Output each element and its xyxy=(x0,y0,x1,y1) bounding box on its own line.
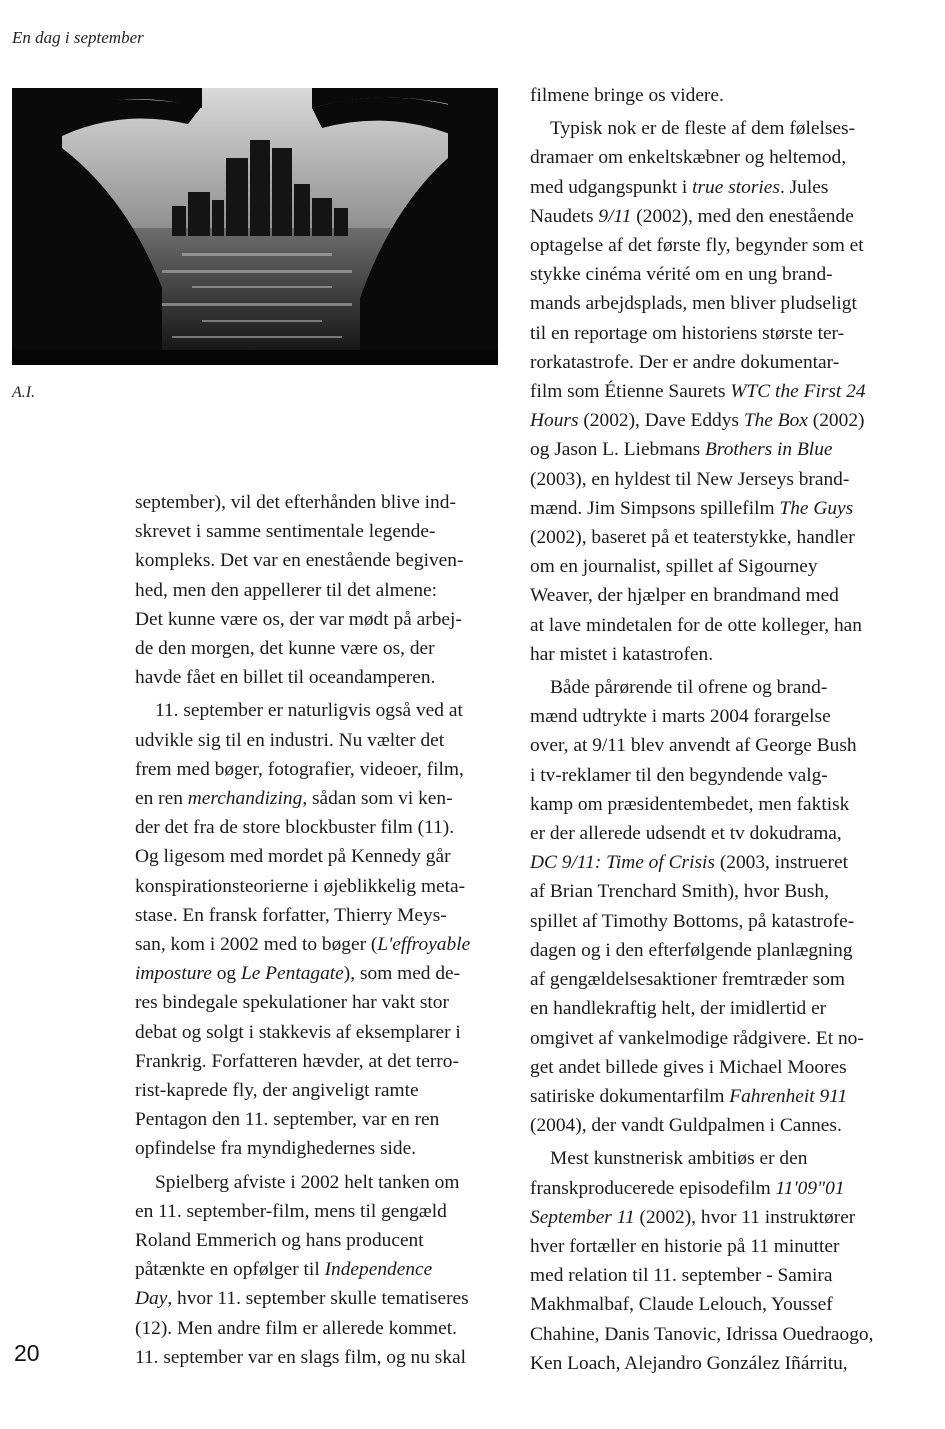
text-line: spillet af Timothy Bottoms, på katastrofe- xyxy=(530,910,855,932)
text-line: Og ligesom med mordet på Kennedy går xyxy=(135,846,451,868)
text-line: udvikle sig til en industri. Nu vælter det xyxy=(135,729,445,751)
text-line: skrevet i samme sentimentale legende- xyxy=(135,521,436,543)
text-line: Frankrig. Forfatteren hævder, at det terro- xyxy=(135,1050,459,1072)
figure-caption: A.I. xyxy=(12,384,36,401)
text-line: DC 9/11: Time of Crisis (2003, instrueret xyxy=(530,852,848,874)
text-line: en handlekraftig helt, der imidlertid er xyxy=(530,998,827,1020)
right-column xyxy=(530,81,900,1378)
text-line: mænd. Jim Simpsons spillefilm The Guys xyxy=(530,497,854,519)
text-line: over, at 9/11 blev anvendt af George Bush xyxy=(530,735,857,757)
text-line: Pentagon den 11. september, var en ren xyxy=(135,1109,440,1131)
text-line: om en journalist, spillet af Sigourney xyxy=(530,556,818,578)
text-line: har mistet i katastrofen. xyxy=(530,643,714,665)
text-line: omgivet af vankelmodige rådgivere. Et no- xyxy=(530,1027,864,1049)
text-line: er der allerede udsendt et tv dokudrama, xyxy=(530,823,842,845)
text-line: Ken Loach, Alejandro González Iñárritu, xyxy=(530,1352,848,1374)
text-line: rorkatastrofe. Der er andre dokumentar- xyxy=(530,351,840,373)
text-line: res bindegale spekulationer har vakt stor xyxy=(135,992,449,1014)
text-line: af Brian Trenchard Smith), hvor Bush, xyxy=(530,881,829,903)
text-line: Chahine, Danis Tanovic, Idrissa Ouedraogo, xyxy=(530,1323,874,1345)
text-line: at lave mindetalen for de otte kolleger, han xyxy=(530,614,862,636)
text-line: Både pårørende til ofrene og brand- xyxy=(550,677,828,699)
text-line: frem med bøger, fotografier, videoer, film, xyxy=(135,758,464,780)
text-line: get andet billede gives i Michael Moores xyxy=(530,1056,847,1078)
text-line: Weaver, der hjælper en brandmand med xyxy=(530,585,839,607)
text-line: (2004), der vandt Guldpalmen i Cannes. xyxy=(530,1115,842,1137)
text-line: dagen og i den efterfølgende planlægning xyxy=(530,939,853,961)
text-line: Mest kunstnerisk ambitiøs er den xyxy=(550,1148,808,1170)
text-line: og Jason L. Liebmans Brothers in Blue xyxy=(530,439,833,461)
text-line: stykke cinéma vérité om en ung brand- xyxy=(530,264,833,286)
text-line: (2002), baseret på et teaterstykke, handler xyxy=(530,527,855,549)
text-line: med relation til 11. september - Samira xyxy=(530,1265,833,1287)
text-line: hed, men den appellerer til det almene: xyxy=(135,579,438,601)
text-line: konspirationsteorierne i øjeblikkelig meta- xyxy=(135,875,466,897)
text-line: mands arbejdsplads, men bliver pludseligt xyxy=(530,293,857,315)
text-line: (12). Men andre film er allerede kommet. xyxy=(135,1317,457,1339)
text-line: san, kom i 2002 med to bøger (L'effroyable xyxy=(135,934,471,956)
text-line: Hours (2002), Dave Eddys The Box (2002) xyxy=(530,410,865,432)
text-line: Makhmalbaf, Claude Lelouch, Youssef xyxy=(530,1294,833,1316)
text-line: der det fra de store blockbuster film (11). xyxy=(135,817,455,839)
text-line: en 11. september-film, mens til gengæld xyxy=(135,1200,447,1222)
text-line: film som Étienne Saurets WTC the First 24 xyxy=(530,381,866,403)
text-line: til en reportage om historiens største ter- xyxy=(530,322,845,344)
text-line: filmene bringe os videre. xyxy=(530,85,724,106)
text-line: september), vil det efterhånden blive ind- xyxy=(135,492,456,513)
text-line: havde fået en billet til oceandamperen. xyxy=(135,667,436,689)
text-line: September 11 (2002), hvor 11 instruktører xyxy=(530,1206,856,1228)
text-line: imposture og Le Pentagate), som med de- xyxy=(135,963,461,985)
text-line: Typisk nok er de fleste af dem følelses- xyxy=(550,118,856,140)
text-line: mænd udtrykte i marts 2004 forargelse xyxy=(530,706,831,728)
text-line: rist-kaprede fly, der angiveligt ramte xyxy=(135,1080,419,1102)
text-line: stase. En fransk forfatter, Thierry Meys- xyxy=(135,904,447,926)
running-head: En dag i september xyxy=(12,28,144,47)
text-line: kamp om præsidentembedet, men faktisk xyxy=(530,793,850,815)
page-number: 20 xyxy=(14,1340,40,1366)
text-line: satiriske dokumentarfilm Fahrenheit 911 xyxy=(530,1085,848,1107)
text-line: en ren merchandizing, sådan som vi ken- xyxy=(135,788,453,810)
film-still-image xyxy=(12,88,498,365)
text-line: franskproducerede episodefilm 11'09"01 xyxy=(530,1177,845,1199)
text-line: dramaer om enkeltskæbner og heltemod, xyxy=(530,147,847,169)
text-line: 11. september er naturligvis også ved at xyxy=(155,700,463,722)
text-line: i tv-reklamer til den begyndende valg- xyxy=(530,764,828,786)
text-line: hver fortæller en historie på 11 minutter xyxy=(530,1235,840,1257)
text-line: Roland Emmerich og hans producent xyxy=(135,1230,424,1252)
text-line: Det kunne være os, der var mødt på arbej- xyxy=(135,608,462,630)
text-line: kompleks. Det var en enestående begiven- xyxy=(135,550,464,572)
text-line: 11. september var en slags film, og nu skal xyxy=(135,1346,467,1368)
text-line: opfindelse fra myndighedernes side. xyxy=(135,1138,417,1160)
text-line: påtænkte en opfølger til Independence xyxy=(135,1259,433,1281)
text-line: debat og solgt i stakkevis af eksemplarer i xyxy=(135,1021,461,1043)
left-column xyxy=(135,488,501,1372)
text-line: Spielberg afviste i 2002 helt tanken om xyxy=(155,1171,460,1193)
text-line: Day, hvor 11. september skulle tematiseres xyxy=(135,1288,469,1310)
text-line: af gengældelsesaktioner fremtræder som xyxy=(530,969,846,991)
text-line: med udgangspunkt i true stories. Jules xyxy=(530,176,829,198)
text-line: de den morgen, det kunne være os, der xyxy=(135,638,435,660)
text-line: Naudets 9/11 (2002), med den enestående xyxy=(530,205,854,227)
text-line: optagelse af det første fly, begynder som et xyxy=(530,235,864,257)
text-line: (2003), en hyldest til New Jerseys brand- xyxy=(530,468,850,490)
